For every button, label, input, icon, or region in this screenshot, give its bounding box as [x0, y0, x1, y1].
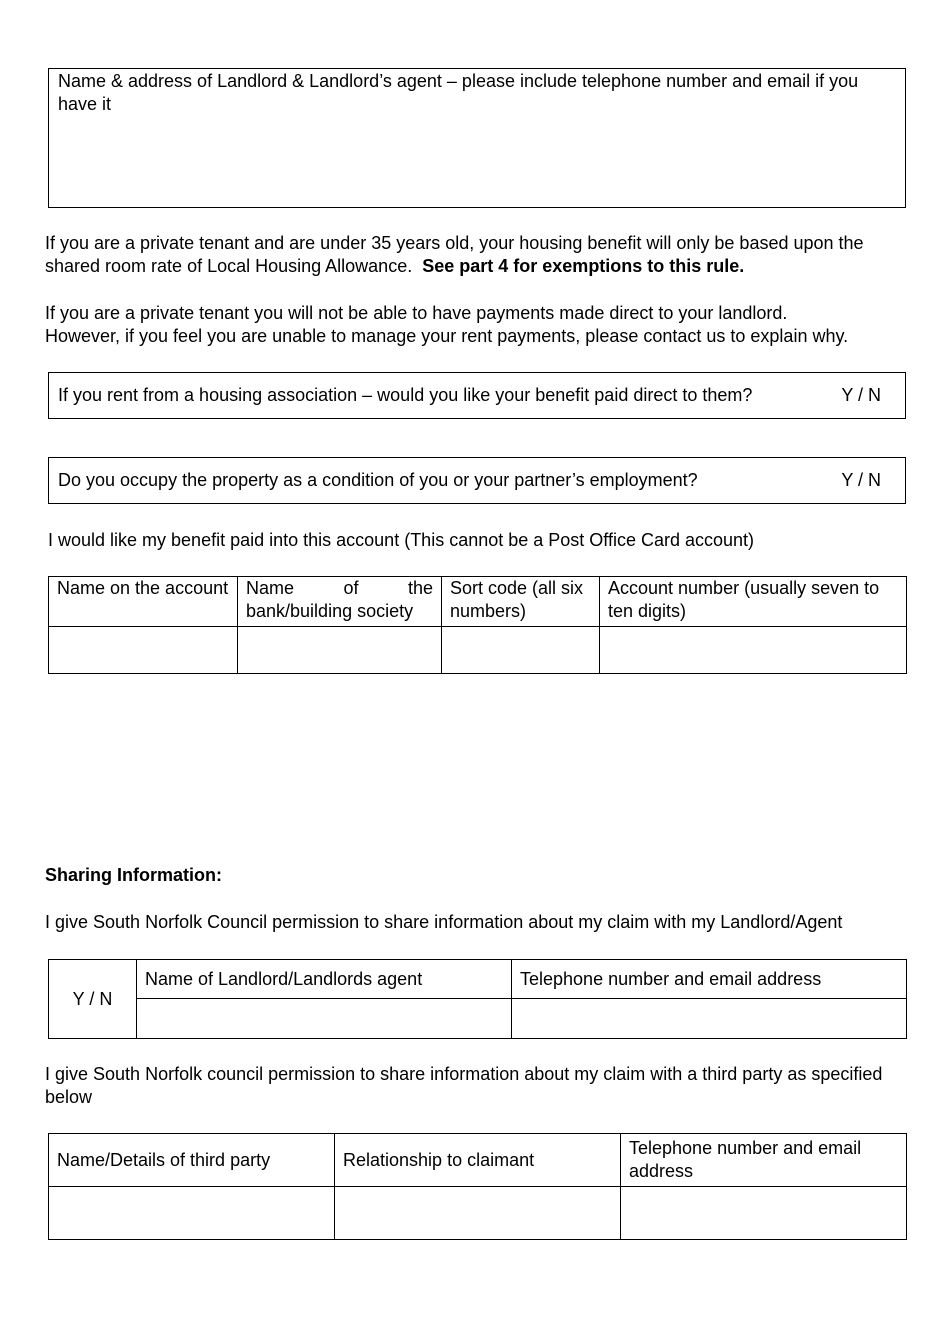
third-party-header-name: Name/Details of third party [49, 1134, 335, 1187]
landlord-table-input-row [49, 999, 907, 1039]
third-party-table-header-row [49, 1134, 907, 1187]
third-party-header-contact: Telephone number and email address [621, 1134, 907, 1187]
employment-question-text: Do you occupy the property as a condition of you or your partner’s employment? [58, 470, 698, 490]
bank-details-table [48, 576, 907, 674]
third-party-input-contact[interactable] [621, 1187, 907, 1240]
third-party-table [48, 1133, 907, 1240]
private-tenant-note-emphasis: See part 4 for exemptions to this rule. [422, 256, 745, 276]
direct-payment-note-line2: However, if you feel you are unable to manage your rent payments, please contact us to explain why. [45, 326, 849, 346]
bank-table-input-row [49, 627, 907, 674]
bank-input-sort-code[interactable] [442, 627, 600, 674]
bank-input-bank-name[interactable] [238, 627, 442, 674]
bank-header-bank-name: Name of the bank/building society [238, 577, 442, 627]
direct-payment-note [45, 302, 925, 348]
housing-association-question [48, 372, 906, 419]
third-party-input-name[interactable] [49, 1187, 335, 1240]
third-party-permission-text: I give South Norfolk council permission to share information about my claim with a third party as specified below [45, 1064, 883, 1107]
landlord-sharing-yn[interactable]: Y / N [49, 960, 137, 1039]
bank-header-sort-code: Sort code (all six numbers) [442, 577, 600, 627]
bank-intro: I would like my benefit paid into this account (This cannot be a Post Office Card account) [48, 530, 755, 550]
landlord-details-box[interactable] [48, 68, 906, 208]
landlord-input-contact[interactable] [512, 999, 907, 1039]
landlord-header-contact: Telephone number and email address [512, 960, 907, 999]
employment-question [48, 457, 906, 504]
bank-header-account-name: Name on the account [49, 577, 238, 627]
private-tenant-note-text: If you are a private tenant and are under 35 years old, your housing benefit will only be based upon the shared room rate of Local Housing Allowance. [45, 233, 864, 276]
bank-table-header-row [49, 577, 907, 627]
bank-input-account-number[interactable] [600, 627, 907, 674]
housing-association-question-text: If you rent from a housing association – would you like your benefit paid direct to them? [58, 385, 753, 405]
private-tenant-note [45, 232, 915, 278]
landlord-table-header-row [49, 960, 907, 999]
third-party-header-relationship: Relationship to claimant [335, 1134, 621, 1187]
employment-yn[interactable]: Y / N [841, 470, 881, 490]
landlord-details-label: Name & address of Landlord & Landlord’s agent – please include telephone number and email if you have it [58, 71, 859, 114]
third-party-table-input-row [49, 1187, 907, 1240]
landlord-permission-text: I give South Norfolk Council permission to share information about my claim with my Landlord/Agent [45, 912, 843, 932]
landlord-header-name: Name of Landlord/Landlords agent [137, 960, 512, 999]
sharing-heading: Sharing Information: [45, 865, 222, 885]
direct-payment-note-line1: If you are a private tenant you will not be able to have payments made direct to your landlord. [45, 303, 788, 323]
bank-input-account-name[interactable] [49, 627, 238, 674]
landlord-sharing-table [48, 959, 907, 1039]
housing-association-yn[interactable]: Y / N [841, 385, 881, 405]
landlord-input-name[interactable] [137, 999, 512, 1039]
bank-header-account-number: Account number (usually seven to ten digits) [600, 577, 907, 627]
third-party-input-relationship[interactable] [335, 1187, 621, 1240]
